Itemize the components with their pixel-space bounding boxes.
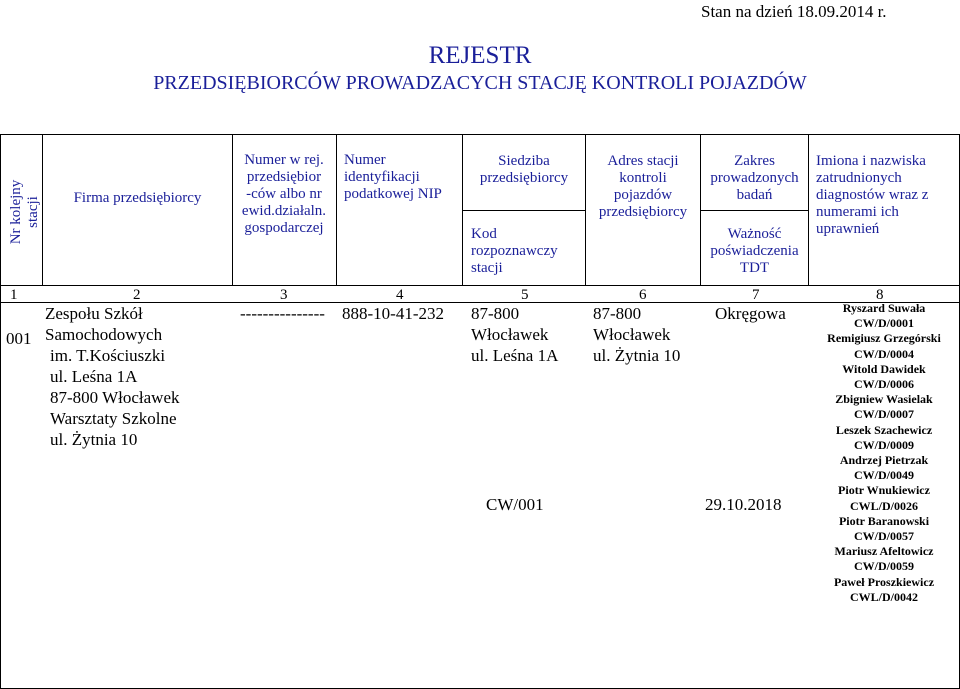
register-subtitle: PRZEDSIĘBIORCÓW PROWADZACYCH STACJĘ KONTROLI POJAZDÓW bbox=[153, 72, 807, 94]
cell-adres: 87-800 Włocławek ul. Żytnia 10 bbox=[593, 304, 681, 365]
diagnosta-name: Witold Dawidek bbox=[842, 361, 926, 376]
cell-lp: 001 bbox=[6, 329, 32, 348]
header-imiona: Imiona i nazwiska zatrudnionych diagnostów wraz z numerami ich uprawnień bbox=[816, 153, 929, 237]
col-number-3: 3 bbox=[280, 287, 288, 303]
col-number-5: 5 bbox=[521, 287, 529, 303]
register-title: REJESTR bbox=[428, 42, 532, 69]
diagnosta-number: CW/D/0007 bbox=[854, 407, 914, 422]
cell-zakres: Okręgowa bbox=[715, 304, 786, 323]
header-nr-kolejny: Nr kolejny stacji bbox=[8, 179, 41, 245]
diagnosta-name: Piotr Wnukiewicz bbox=[838, 483, 930, 498]
header-zakres: Zakres prowadzonych badań bbox=[710, 153, 799, 203]
cell-diagnosci bbox=[809, 301, 959, 605]
diagnosta-name: Ryszard Suwała bbox=[842, 301, 926, 315]
diagnosta-name: Andrzej Pietrzak bbox=[839, 453, 929, 468]
header-numer-rej: Numer w rej. przedsiębior -ców albo nr ewid.działaln. gospodarczej bbox=[241, 152, 327, 236]
header-adres: Adres stacji kontroli pojazdów przedsiębiorcy bbox=[598, 153, 688, 220]
col-number-4: 4 bbox=[396, 287, 404, 303]
diagnosta-number: CW/D/0004 bbox=[854, 346, 914, 361]
header-siedziba: Siedziba przedsiębiorcy bbox=[479, 153, 569, 186]
diagnosta-number: CW/D/0001 bbox=[854, 316, 914, 331]
diagnosta-name: Mariusz Afeltowicz bbox=[834, 544, 934, 559]
diagnosta-number: CW/D/0057 bbox=[854, 529, 914, 544]
diagnosta-name: Zbigniew Wasielak bbox=[835, 392, 933, 407]
cell-siedziba: 87-800 Włocławek ul. Leśna 1A bbox=[471, 304, 559, 365]
diagnosta-name: Leszek Szachewicz bbox=[835, 422, 933, 437]
diagnosta-number: CWL/D/0026 bbox=[849, 498, 918, 513]
col-number-8: 8 bbox=[876, 287, 884, 303]
cell-numer-rej: --------------- bbox=[240, 304, 325, 323]
diagnosta-name: Paweł Proszkiewicz bbox=[833, 574, 935, 589]
cell-nip: 888-10-41-232 bbox=[342, 304, 444, 323]
col-number-7: 7 bbox=[752, 287, 760, 303]
diagnosta-name: Piotr Baranowski bbox=[838, 513, 930, 528]
diagnosta-number: CW/D/0049 bbox=[854, 468, 914, 483]
date-stamp: Stan na dzień 18.09.2014 r. bbox=[701, 2, 887, 21]
diagnosta-number: CW/D/0059 bbox=[854, 559, 914, 574]
header-waznosc: Ważność poświadczenia TDT bbox=[710, 226, 799, 276]
cell-waznosc: 29.10.2018 bbox=[705, 495, 782, 514]
cell-firma: Zespołu Szkół Samochodowych im. T.Kościuszki ul. Leśna 1A 87-800 Włocławek Warsztaty Szkolne ul. Żytnia 10 bbox=[45, 304, 180, 449]
col-number-6: 6 bbox=[639, 287, 647, 303]
diagnosta-number: CW/D/0009 bbox=[854, 437, 914, 452]
header-kod: Kod rozpoznawczy stacji bbox=[471, 226, 558, 276]
diagnosta-name: Remigiusz Grzegórski bbox=[827, 331, 941, 346]
header-nip: Numer identyfikacji podatkowej NIP bbox=[344, 152, 442, 202]
col-number-1: 1 bbox=[10, 287, 18, 303]
diagnosta-number: CW/D/0006 bbox=[854, 377, 914, 392]
header-firma: Firma przedsiębiorcy bbox=[73, 190, 202, 206]
cell-kod: CW/001 bbox=[486, 495, 544, 514]
diagnosta-number: CWL/D/0042 bbox=[849, 589, 918, 604]
col-number-2: 2 bbox=[133, 287, 141, 303]
